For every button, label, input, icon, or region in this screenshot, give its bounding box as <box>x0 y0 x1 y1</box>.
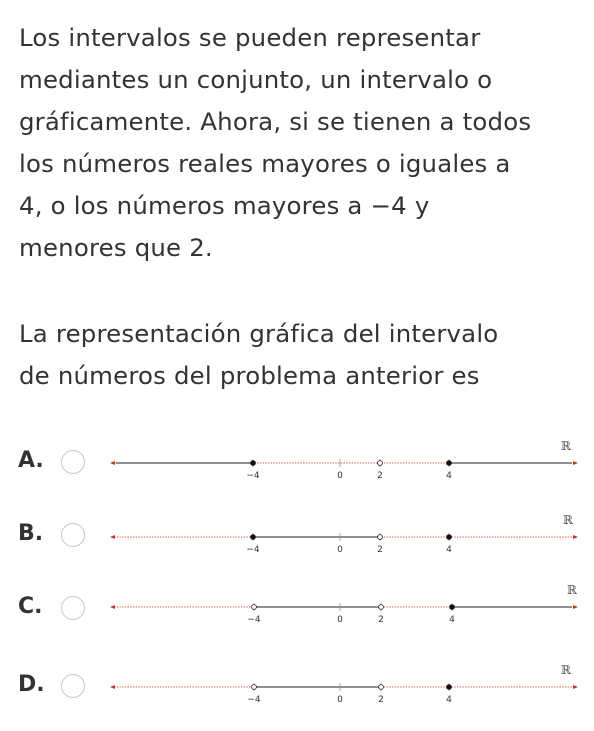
open-point <box>379 605 384 610</box>
open-point <box>252 605 257 610</box>
option-letter: C. <box>18 594 43 619</box>
option-a-number-line <box>0 430 594 500</box>
open-point <box>252 685 257 690</box>
tick-label: 0 <box>337 615 343 625</box>
axis-left-arrow-icon <box>110 685 115 689</box>
closed-point <box>450 605 455 610</box>
closed-point <box>447 685 452 690</box>
axis-right-arrow-icon <box>573 535 578 539</box>
tick-label: 4 <box>446 471 452 481</box>
closed-point <box>447 535 452 540</box>
option-a[interactable] <box>0 430 594 500</box>
tick-label: −4 <box>246 545 260 555</box>
option-b-number-line <box>0 504 594 574</box>
axis-right-arrow-icon <box>573 685 578 689</box>
tick-label: 0 <box>337 695 343 705</box>
tick-label: 2 <box>377 471 383 481</box>
real-numbers-symbol: ℝ <box>563 513 573 527</box>
option-letter: D. <box>18 672 45 697</box>
open-point <box>378 535 383 540</box>
closed-point <box>251 461 256 466</box>
open-point <box>378 461 383 466</box>
tick-label: −4 <box>247 695 261 705</box>
tick-label: 4 <box>446 695 452 705</box>
axis-right-arrow-icon <box>573 605 578 609</box>
real-numbers-symbol: ℝ <box>561 439 571 453</box>
tick-label: 4 <box>446 545 452 555</box>
option-d-number-line <box>0 654 594 724</box>
real-numbers-symbol: ℝ <box>561 663 571 677</box>
closed-point <box>447 461 452 466</box>
real-numbers-symbol: ℝ <box>567 583 577 597</box>
option-b[interactable] <box>0 504 594 574</box>
axis-left-arrow-icon <box>110 535 115 539</box>
tick-label: 0 <box>337 545 343 555</box>
tick-label: −4 <box>246 471 260 481</box>
open-point <box>379 685 384 690</box>
closed-point <box>251 535 256 540</box>
option-letter: A. <box>18 448 44 473</box>
tick-label: 4 <box>449 615 455 625</box>
question-paragraph-1: Los intervalos se pueden representar mediantes un conjunto, un intervalo o gráficamente. Ahora, si se tienen a todos los números reales mayores o iguales a 4, o los números mayores a −4 y menores que 2. <box>19 23 532 262</box>
option-c[interactable] <box>0 576 594 646</box>
option-d[interactable] <box>0 654 594 724</box>
tick-label: −4 <box>247 615 261 625</box>
axis-left-arrow-icon <box>110 461 115 465</box>
option-c-number-line <box>0 576 594 646</box>
option-letter: B. <box>18 521 44 546</box>
tick-label: 0 <box>337 471 343 481</box>
tick-label: 2 <box>378 615 384 625</box>
tick-label: 2 <box>378 695 384 705</box>
tick-label: 2 <box>377 545 383 555</box>
question-paragraph-2: La representación gráfica del intervalo de números del problema anterior es <box>19 319 499 390</box>
axis-left-arrow-icon <box>110 605 115 609</box>
axis-right-arrow-icon <box>573 461 578 465</box>
